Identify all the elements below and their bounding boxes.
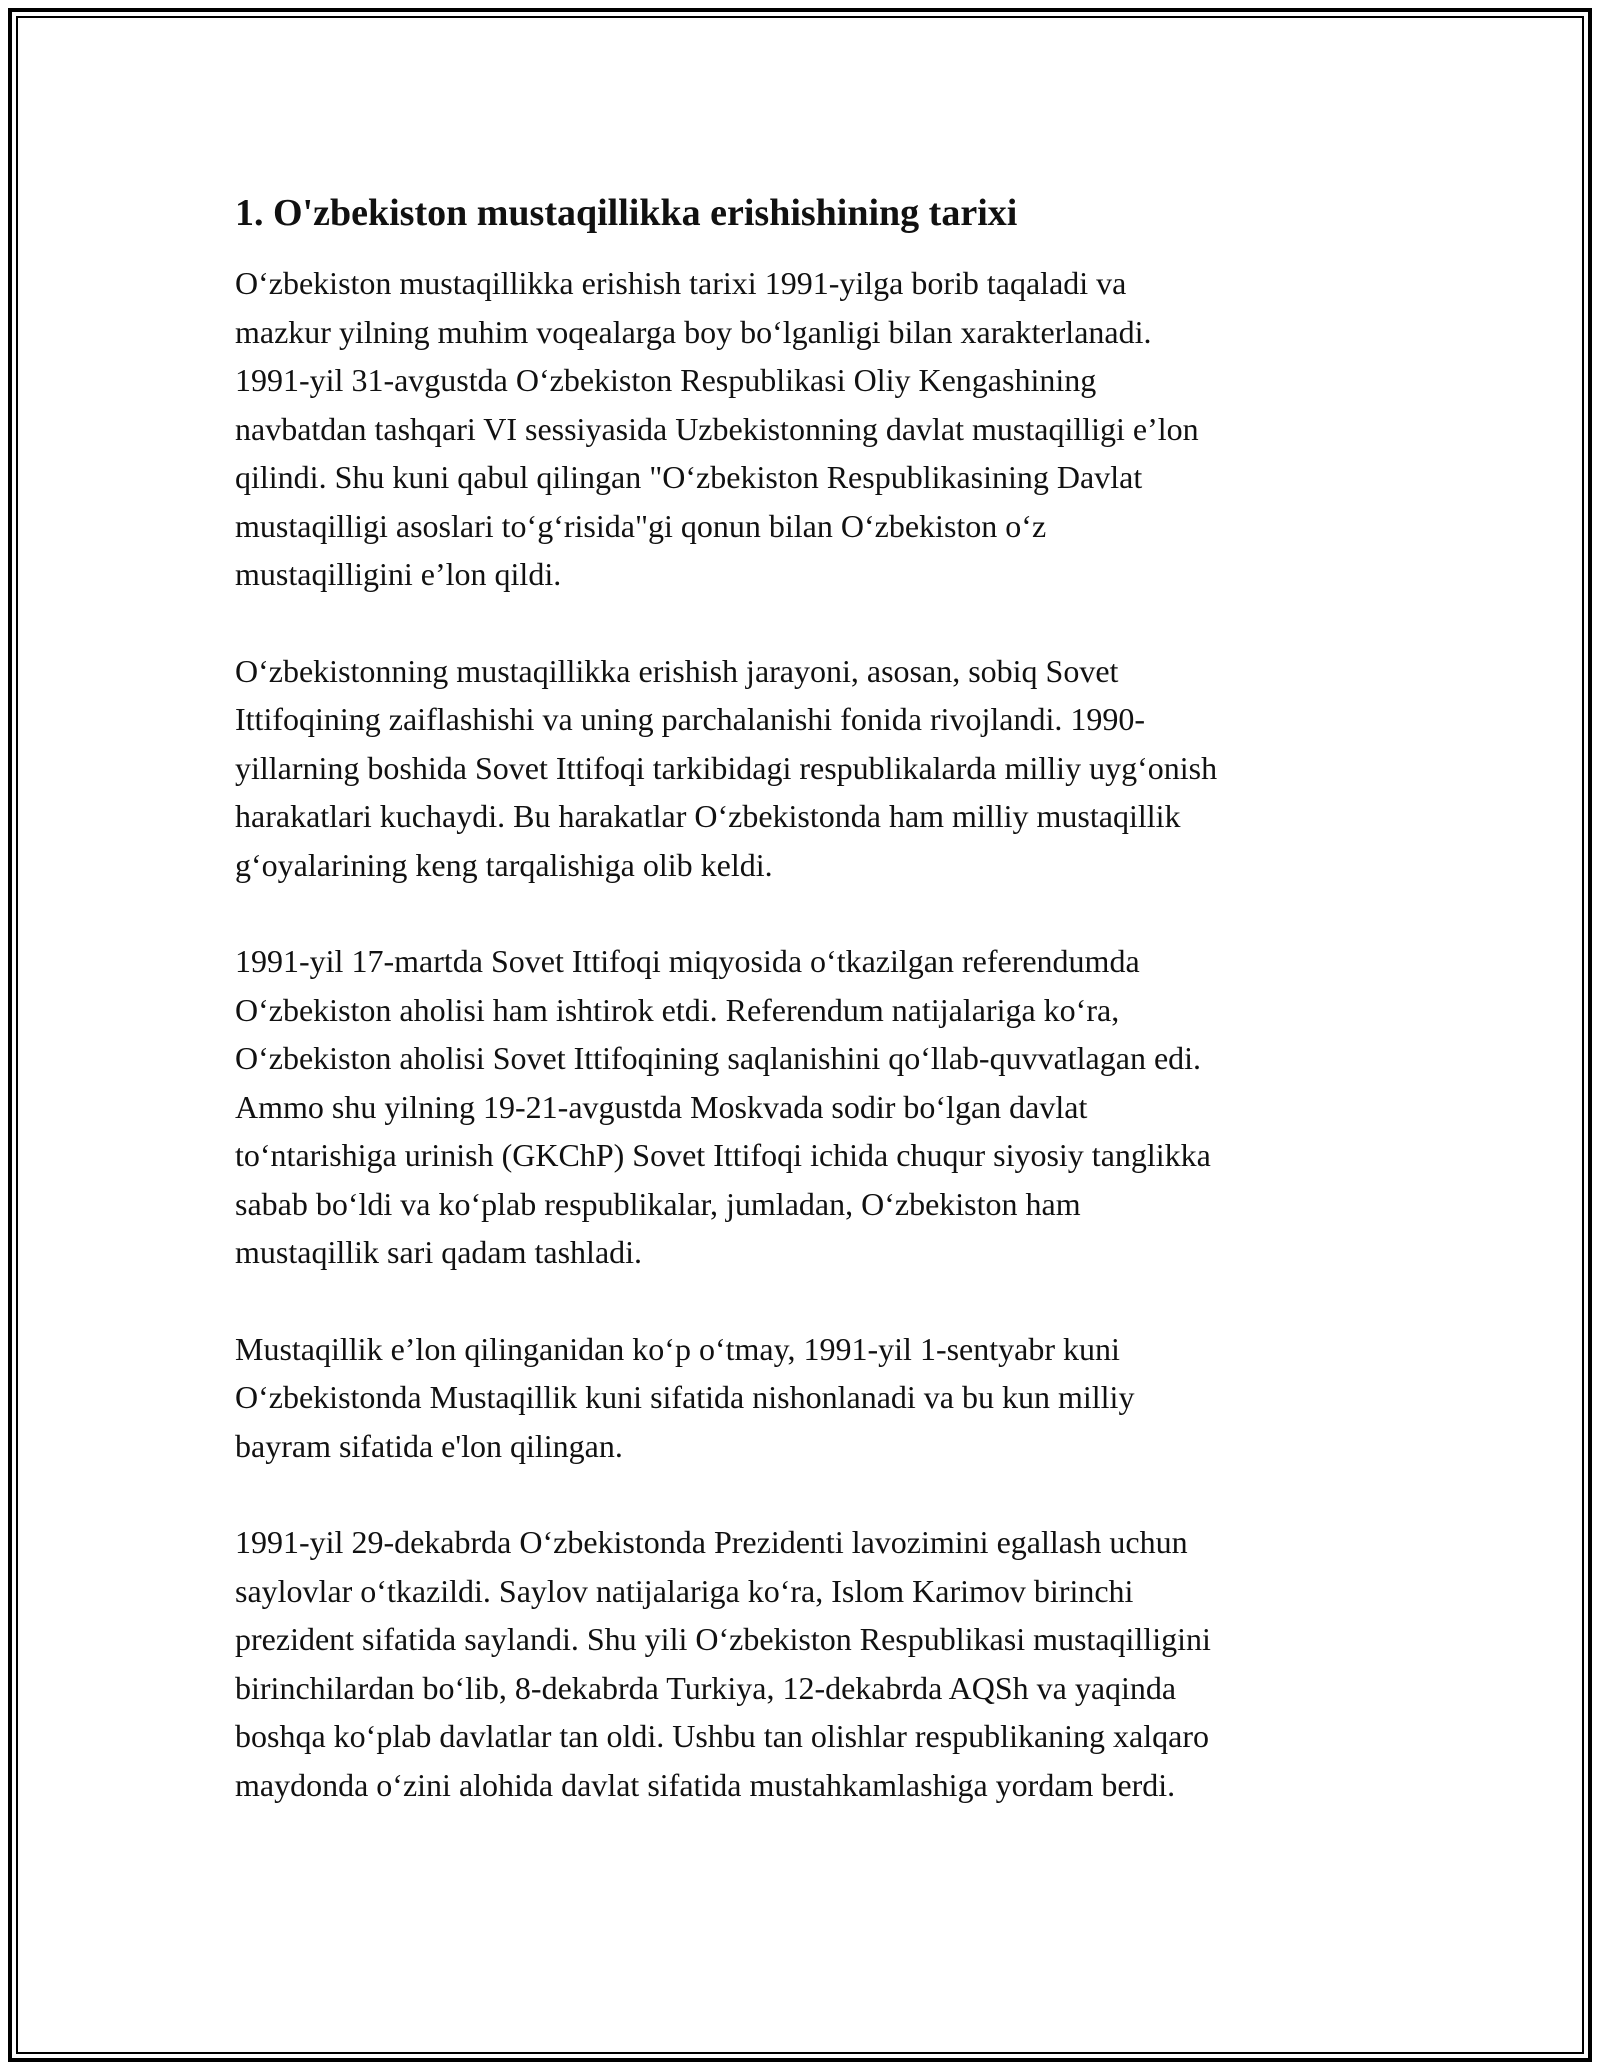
paragraph-2: O‘zbekistonning mustaqillikka erishish jarayoni, asosan, sobiq Sovet Ittifoqining zaiflashishi va uning parchalanishi fonida rivojlandi. 1990- yillarning boshida Sovet Ittifoqi tarkibidagi respublikalarda milliy uyg‘onish harakatlari kuchaydi. Bu harakatlar O‘zbekistonda ham milliy mustaqillik g‘oyalarining keng tarqalishiga olib keldi. [235, 652, 1218, 883]
paragraph-4: Mustaqillik e’lon qilinganidan ko‘p o‘tmay, 1991-yil 1-sentyabr kuni O‘zbekistonda Mustaqillik kuni sifatida nishonlanadi va bu kun milliy bayram sifatida e'lon qilingan. [235, 1330, 1135, 1464]
document-title: 1. O'zbekiston mustaqillikka erishishining tarixi [235, 192, 1018, 234]
paragraph-1: O‘zbekiston mustaqillikka erishish tarixi 1991-yilga borib taqaladi va mazkur yilning muhim voqealarga boy bo‘lganligi bilan xarakterlanadi. 1991-yil 31-avgustda O‘zbekiston Respublikasi Oliy Kengashining navbatdan tashqari VI sessiyasida Uzbekistonning davlat mustaqilligi e’lon qilindi. Shu kuni qabul qilingan "O‘zbekiston Respublikasining Davlat mustaqilligi asoslari to‘g‘risida"gi qonun bilan O‘zbekiston o‘z mustaqilligini e’lon qildi. [235, 265, 1199, 592]
paragraph-5: 1991-yil 29-dekabrda O‘zbekistonda Prezidenti lavozimini egallash uchun saylovlar o‘tkazildi. Saylov natijalariga ko‘ra, Islom Karimov birinchi prezident sifatida saylandi. Shu yili O‘zbekiston Respublikasi mustaqilligini birinchilardan bo‘lib, 8-dekabrda Turkiya, 12-dekabrda AQSh va yaqinda boshqa ko‘plab davlatlar tan oldi. Ushbu tan olishlar respublikaning xalqaro maydonda o‘zini alohida davlat sifatida mustahkamlashiga yordam berdi. [235, 1524, 1211, 1803]
paragraph-3: 1991-yil 17-martda Sovet Ittifoqi miqyosida o‘tkazilgan referendumda O‘zbekiston aholisi ham ishtirok etdi. Referendum natijalariga ko‘ra, O‘zbekiston aholisi Sovet Ittifoqining saqlanishini qo‘llab-quvvatlagan edi. Ammo shu yilning 19-21-avgustda Moskvada sodir bo‘lgan davlat to‘ntarishiga urinish (GKChP) Sovet Ittifoqi ichida chuqur siyosiy tanglikka sabab bo‘ldi va ko‘plab respublikalar, jumladan, O‘zbekiston ham mustaqillik sari qadam tashladi. [235, 943, 1211, 1270]
document-body [235, 187, 1365, 1857]
